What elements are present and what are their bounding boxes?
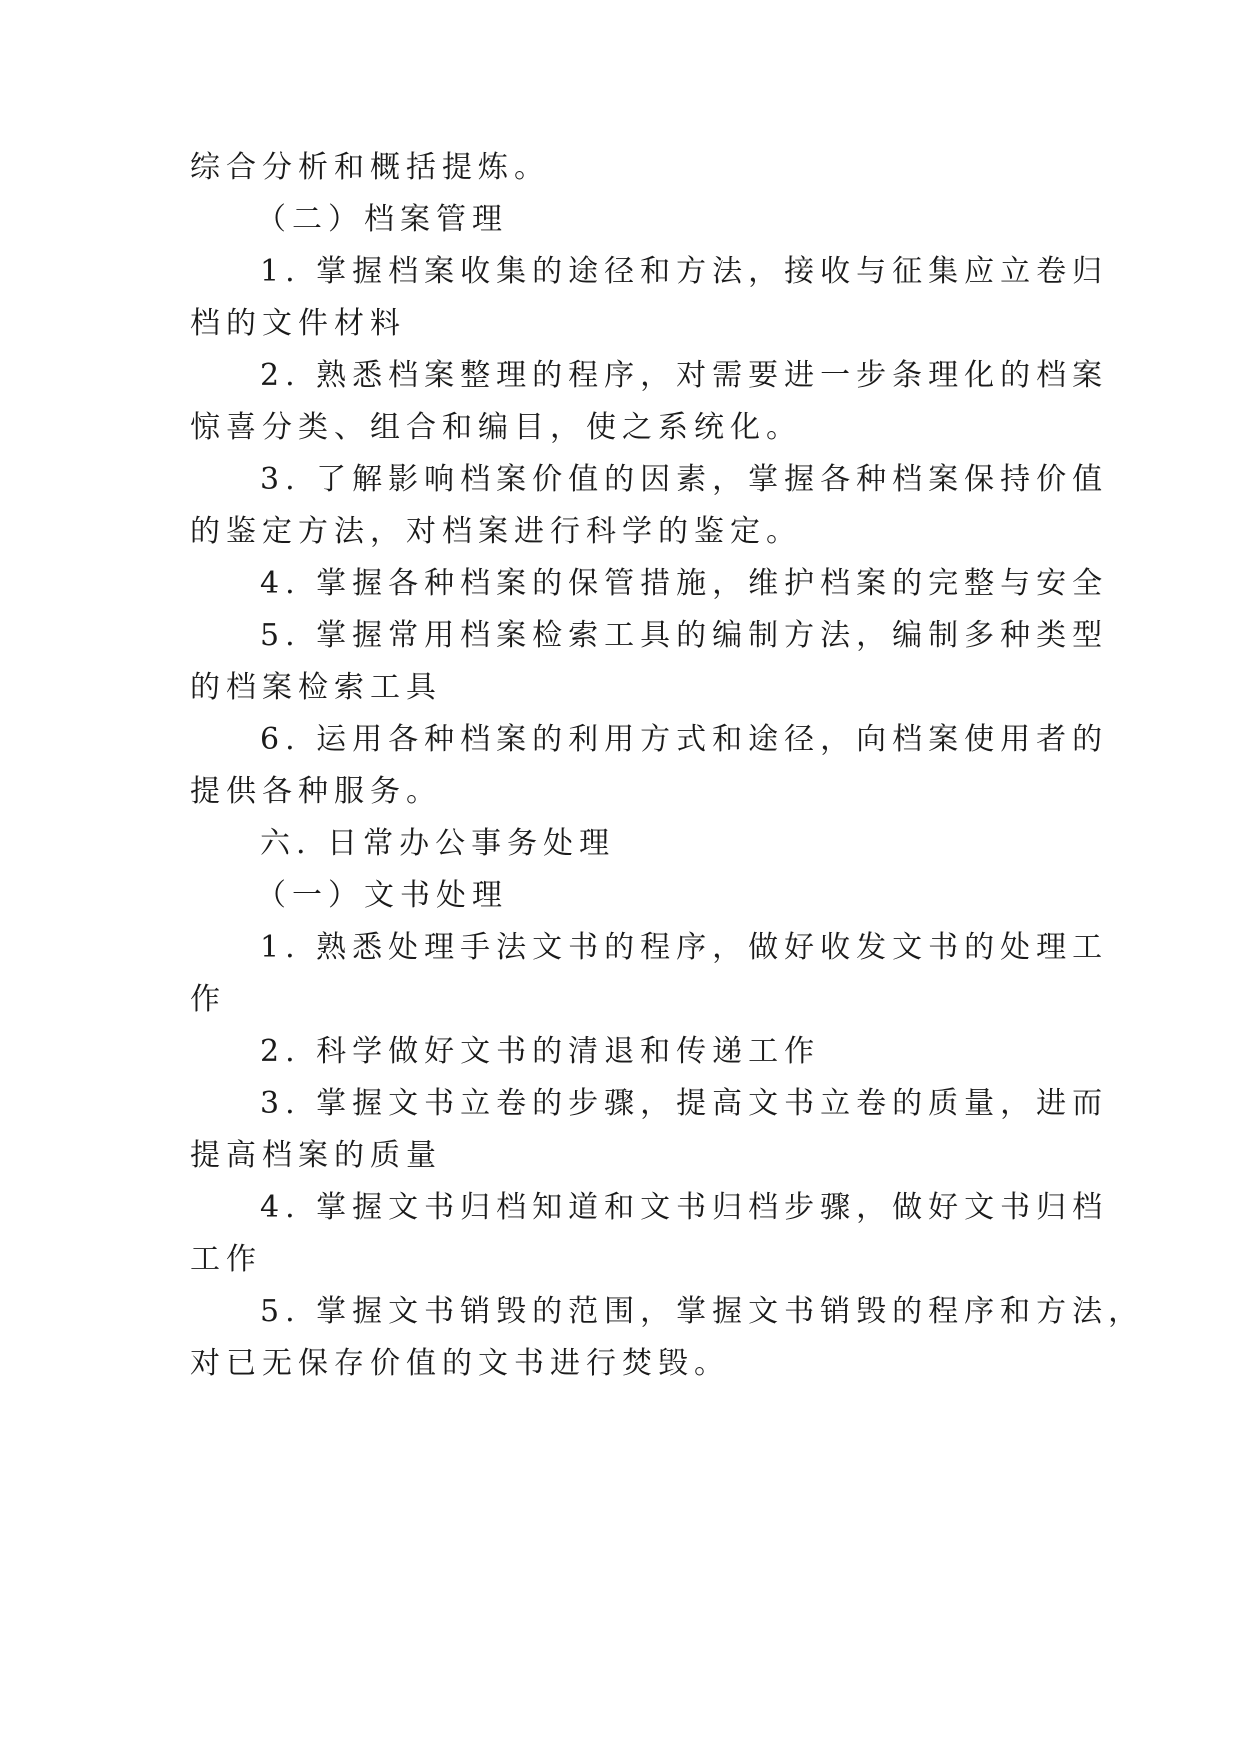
text-line: 对已无保存价值的文书进行焚毁。 [190, 1346, 730, 1381]
list-item: 2. 熟悉档案整理的程序，对需要进一步条理化的档案 [260, 358, 1109, 393]
list-item: 3. 了解影响档案价值的因素，掌握各种档案保持价值 [260, 462, 1109, 497]
list-item: 6. 运用各种档案的利用方式和途径，向档案使用者的 [260, 722, 1109, 757]
text-line: 档的文件材料 [190, 306, 406, 341]
section-heading: （一）文书处理 [256, 878, 508, 913]
text-line: 作 [190, 982, 226, 1017]
section-heading: （二）档案管理 [256, 202, 508, 237]
text-line: 惊喜分类、组合和编目，使之系统化。 [190, 410, 802, 445]
text-line: 提供各种服务。 [190, 774, 442, 809]
list-item: 5. 掌握文书销毁的范围，掌握文书销毁的程序和方法， [260, 1294, 1145, 1329]
text-line: 综合分析和概括提炼。 [190, 150, 550, 185]
list-item: 1. 熟悉处理手法文书的程序，做好收发文书的处理工 [260, 930, 1109, 965]
list-item: 2. 科学做好文书的清退和传递工作 [260, 1034, 821, 1069]
text-line: 的鉴定方法，对档案进行科学的鉴定。 [190, 514, 802, 549]
list-item: 5. 掌握常用档案检索工具的编制方法，编制多种类型 [260, 618, 1109, 653]
list-item: 4. 掌握文书归档知道和文书归档步骤，做好文书归档 [260, 1190, 1109, 1225]
text-line: 工作 [190, 1242, 262, 1277]
list-item: 4. 掌握各种档案的保管措施，维护档案的完整与安全 [260, 566, 1109, 601]
text-line: 提高档案的质量 [190, 1138, 442, 1173]
list-item: 3. 掌握文书立卷的步骤，提高文书立卷的质量，进而 [260, 1086, 1109, 1121]
section-heading: 六. 日常办公事务处理 [260, 826, 616, 861]
list-item: 1. 掌握档案收集的途径和方法，接收与征集应立卷归 [260, 254, 1109, 289]
text-line: 的档案检索工具 [190, 670, 442, 705]
